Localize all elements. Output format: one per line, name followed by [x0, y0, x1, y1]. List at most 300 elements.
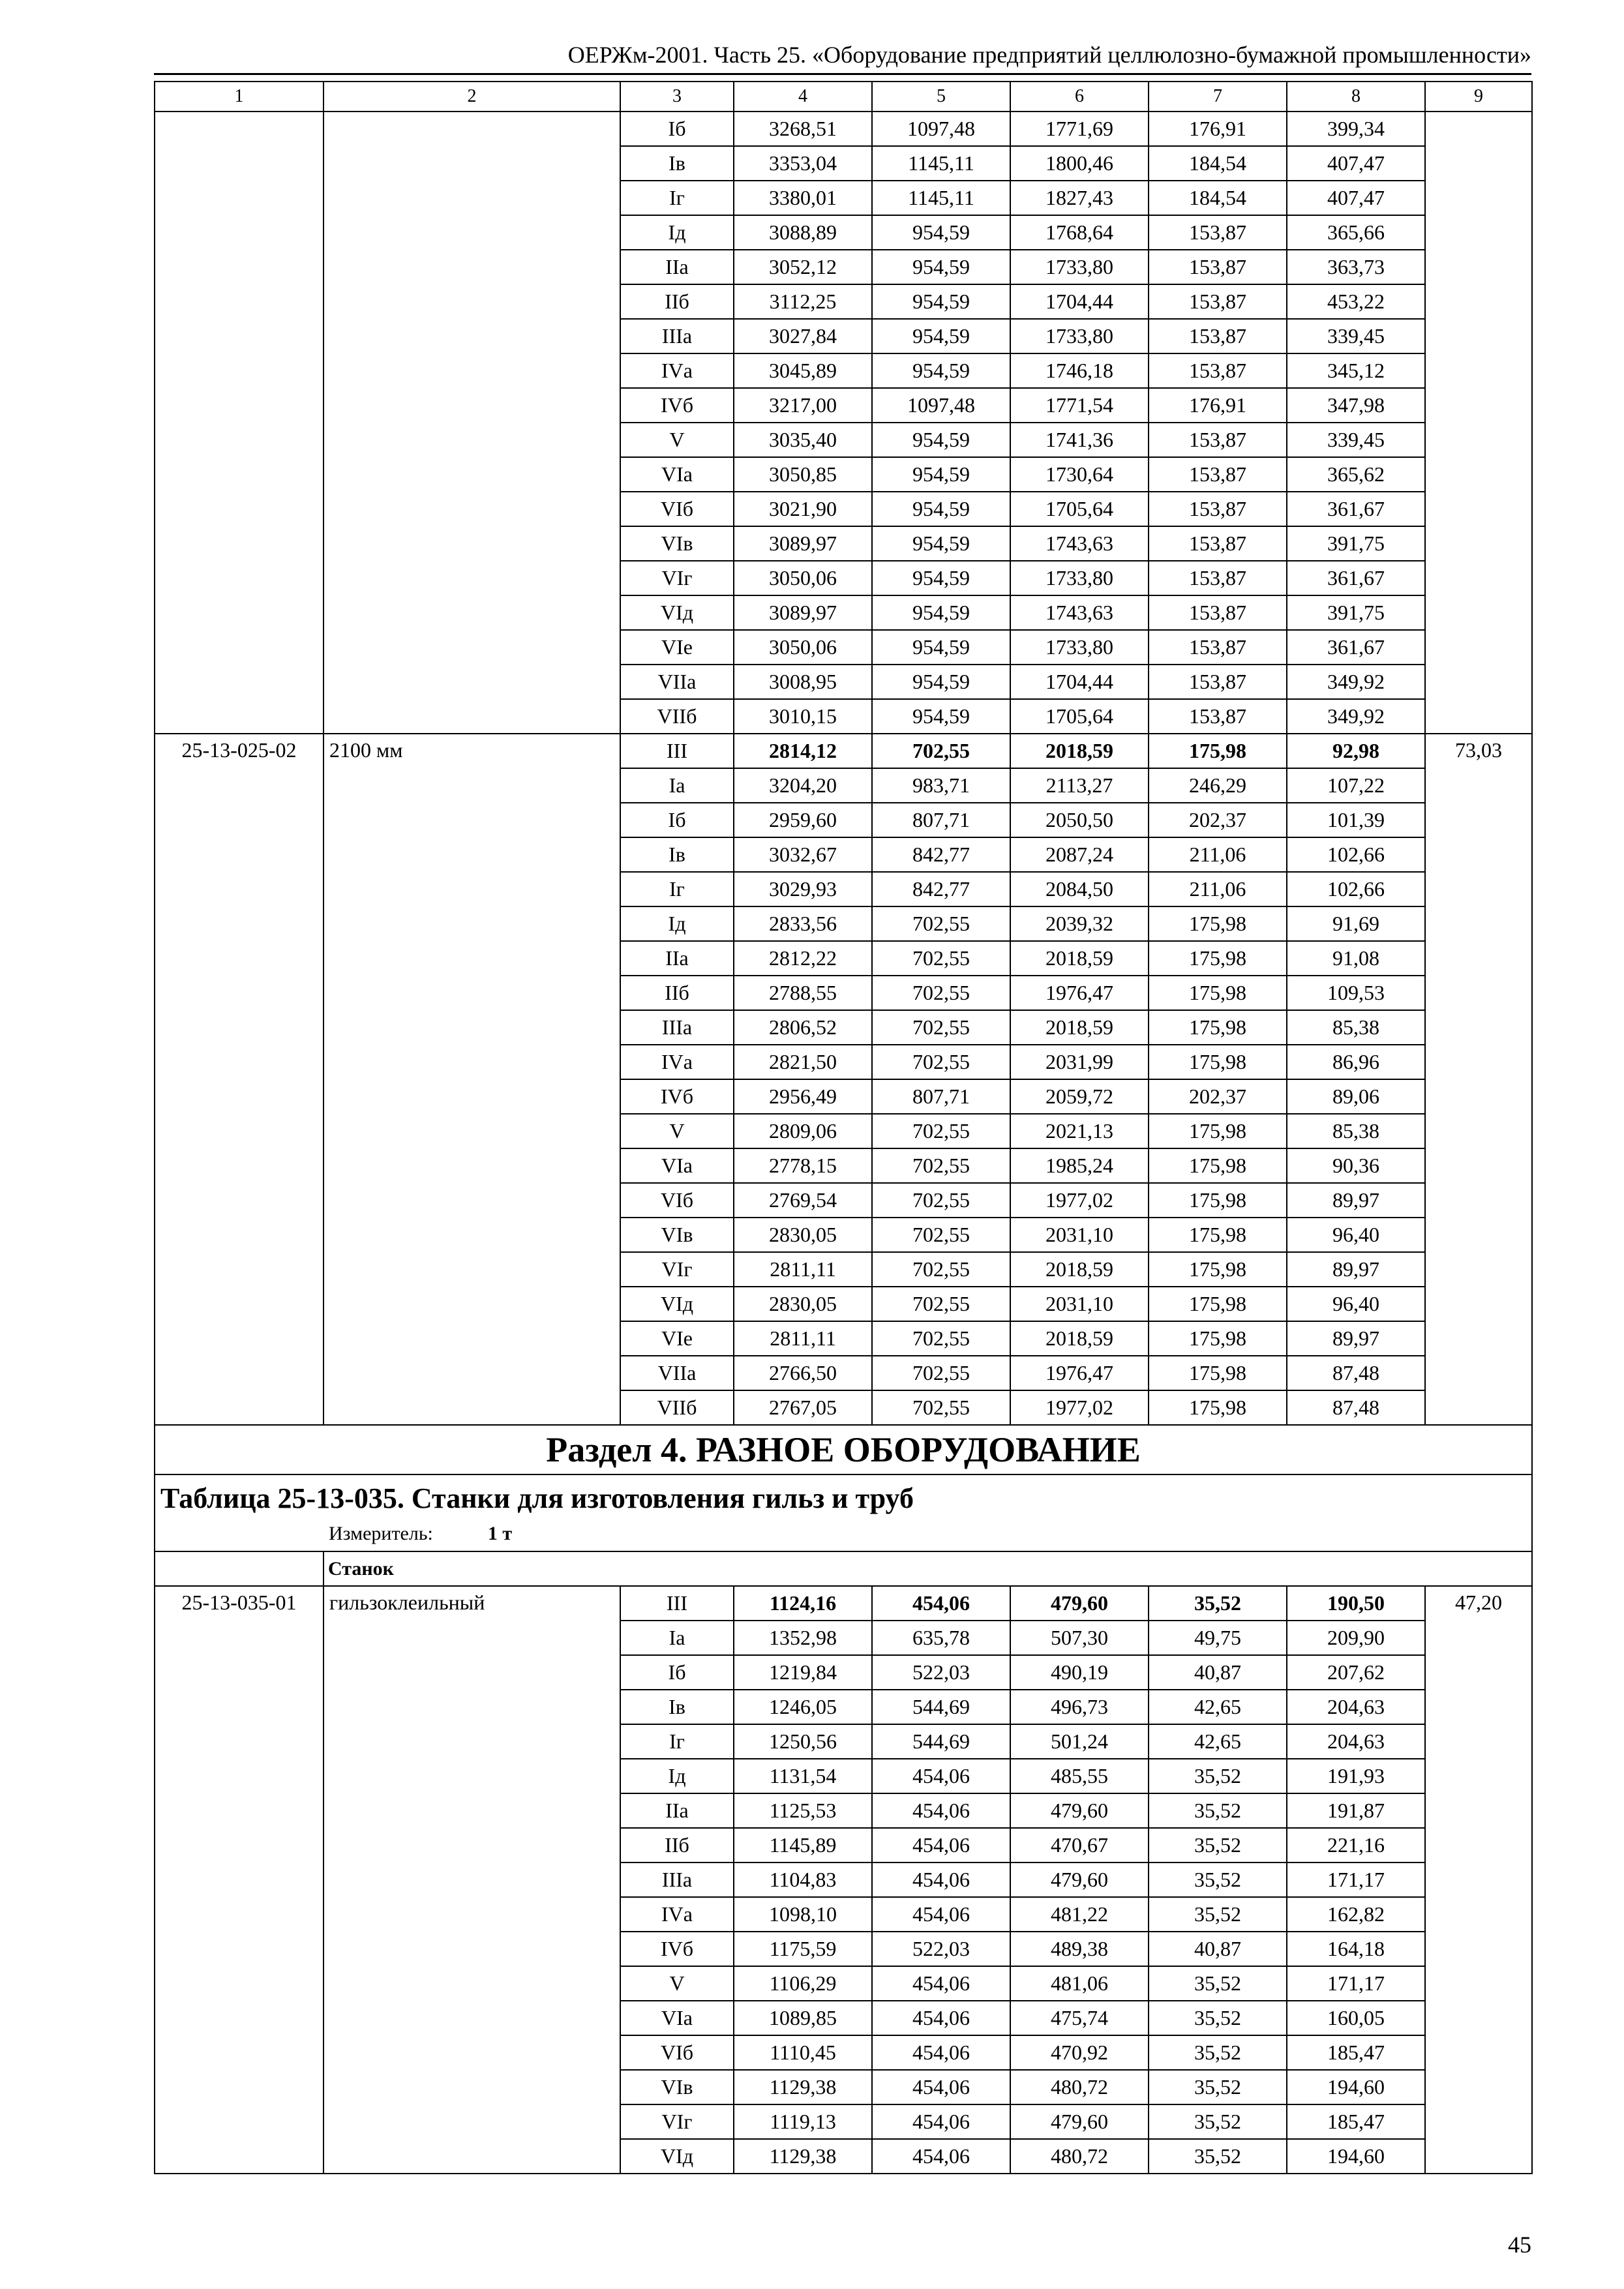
value-cell: 1730,64	[1010, 457, 1149, 492]
table-title: Таблица 25-13-035. Станки для изготовления гильз и труб	[160, 1482, 914, 1514]
section-title: Раздел 4. РАЗНОЕ ОБОРУДОВАНИЕ	[155, 1425, 1532, 1474]
table-title-row	[155, 1474, 1532, 1551]
region-cell: IIб	[620, 976, 734, 1010]
value-cell: 339,45	[1287, 423, 1425, 457]
value-cell: 175,98	[1149, 941, 1287, 976]
value-cell: 349,92	[1287, 699, 1425, 734]
value-cell: 202,37	[1149, 803, 1287, 837]
value-cell: 2018,59	[1010, 1321, 1149, 1356]
value-cell: 479,60	[1010, 1793, 1149, 1828]
value-cell: 2031,10	[1010, 1287, 1149, 1321]
region-cell: V	[620, 423, 734, 457]
region-cell: III	[620, 1586, 734, 1621]
value-cell: 1977,02	[1010, 1390, 1149, 1425]
region-cell: VIб	[620, 492, 734, 526]
region-cell: VIIб	[620, 699, 734, 734]
value-cell: 2113,27	[1010, 768, 1149, 803]
value-cell: 1129,38	[734, 2070, 872, 2104]
header-rule	[154, 73, 1531, 75]
value-cell: 153,87	[1149, 492, 1287, 526]
value-cell: 85,38	[1287, 1010, 1425, 1045]
value-cell: 363,73	[1287, 250, 1425, 284]
region-cell: IVа	[620, 1045, 734, 1079]
region-cell: VIд	[620, 1287, 734, 1321]
value-cell: 35,52	[1149, 1828, 1287, 1863]
value-cell: 49,75	[1149, 1621, 1287, 1655]
value-cell: 102,66	[1287, 837, 1425, 872]
value-cell: 522,03	[872, 1655, 1010, 1690]
value-cell: 479,60	[1010, 2104, 1149, 2139]
value-cell: 454,06	[872, 1828, 1010, 1863]
value-cell: 3089,97	[734, 526, 872, 561]
value-cell: 361,67	[1287, 561, 1425, 595]
cost-cell	[1425, 112, 1532, 734]
table-row	[155, 1586, 1532, 1621]
value-cell: 35,52	[1149, 2139, 1287, 2174]
value-cell: 1098,10	[734, 1897, 872, 1932]
value-cell: 3050,06	[734, 561, 872, 595]
value-cell: 702,55	[872, 1218, 1010, 1252]
value-cell: 90,36	[1287, 1148, 1425, 1183]
value-cell: 207,62	[1287, 1655, 1425, 1690]
value-cell: 2956,49	[734, 1079, 872, 1114]
region-cell: IVб	[620, 1079, 734, 1114]
value-cell: 365,62	[1287, 457, 1425, 492]
value-cell: 481,06	[1010, 1966, 1149, 2001]
region-cell: VIг	[620, 561, 734, 595]
value-cell: 1705,64	[1010, 699, 1149, 734]
value-cell: 954,59	[872, 250, 1010, 284]
value-cell: 454,06	[872, 1793, 1010, 1828]
value-cell: 1733,80	[1010, 630, 1149, 665]
value-cell: 1985,24	[1010, 1148, 1149, 1183]
value-cell: 339,45	[1287, 319, 1425, 353]
value-cell: 35,52	[1149, 2035, 1287, 2070]
value-cell: 92,98	[1287, 734, 1425, 768]
value-cell: 1771,54	[1010, 388, 1149, 423]
value-cell: 2087,24	[1010, 837, 1149, 872]
value-cell: 3112,25	[734, 284, 872, 319]
value-cell: 35,52	[1149, 2070, 1287, 2104]
value-cell: 1743,63	[1010, 595, 1149, 630]
value-cell: 3045,89	[734, 353, 872, 388]
value-cell: 2766,50	[734, 1356, 872, 1390]
value-cell: 481,22	[1010, 1897, 1149, 1932]
value-cell: 2031,99	[1010, 1045, 1149, 1079]
value-cell: 1104,83	[734, 1863, 872, 1897]
region-cell: VIIа	[620, 1356, 734, 1390]
value-cell: 175,98	[1149, 1287, 1287, 1321]
value-cell: 522,03	[872, 1932, 1010, 1966]
blank-cell	[155, 1551, 323, 1586]
value-cell: 702,55	[872, 1252, 1010, 1287]
value-cell: 2018,59	[1010, 734, 1149, 768]
value-cell: 184,54	[1149, 181, 1287, 215]
value-cell: 35,52	[1149, 1863, 1287, 1897]
value-cell: 454,06	[872, 1586, 1010, 1621]
value-cell: 702,55	[872, 941, 1010, 976]
value-cell: 175,98	[1149, 1252, 1287, 1287]
value-cell: 1705,64	[1010, 492, 1149, 526]
value-cell: 2811,11	[734, 1252, 872, 1287]
region-cell: VIв	[620, 526, 734, 561]
value-cell: 175,98	[1149, 1356, 1287, 1390]
value-cell: 3089,97	[734, 595, 872, 630]
name-cell: гильзоклеильный	[323, 1586, 620, 2174]
value-cell: 702,55	[872, 1183, 1010, 1218]
value-cell: 194,60	[1287, 2139, 1425, 2174]
value-cell: 490,19	[1010, 1655, 1149, 1690]
value-cell: 176,91	[1149, 112, 1287, 146]
value-cell: 176,91	[1149, 388, 1287, 423]
value-cell: 3088,89	[734, 215, 872, 250]
page-number: 45	[1508, 2232, 1531, 2258]
value-cell: 1704,44	[1010, 284, 1149, 319]
region-cell: Iд	[620, 906, 734, 941]
value-cell: 89,97	[1287, 1321, 1425, 1356]
value-cell: 190,50	[1287, 1586, 1425, 1621]
value-cell: 470,92	[1010, 2035, 1149, 2070]
value-cell: 42,65	[1149, 1690, 1287, 1724]
value-cell: 407,47	[1287, 181, 1425, 215]
code-cell: 25-13-035-01	[155, 1586, 323, 2174]
machine-row	[155, 1551, 1532, 1586]
value-cell: 211,06	[1149, 837, 1287, 872]
value-cell: 702,55	[872, 906, 1010, 941]
region-cell: IVа	[620, 1897, 734, 1932]
value-cell: 361,67	[1287, 492, 1425, 526]
value-cell: 983,71	[872, 768, 1010, 803]
value-cell: 475,74	[1010, 2001, 1149, 2035]
column-number: 6	[1010, 82, 1149, 112]
value-cell: 954,59	[872, 319, 1010, 353]
value-cell: 347,98	[1287, 388, 1425, 423]
region-cell: IVб	[620, 1932, 734, 1966]
value-cell: 807,71	[872, 803, 1010, 837]
value-cell: 194,60	[1287, 2070, 1425, 2104]
table-row	[155, 112, 1532, 146]
value-cell: 87,48	[1287, 1356, 1425, 1390]
region-cell: III	[620, 734, 734, 768]
value-cell: 2084,50	[1010, 872, 1149, 906]
value-cell: 479,60	[1010, 1586, 1149, 1621]
region-cell: VIг	[620, 2104, 734, 2139]
value-cell: 246,29	[1149, 768, 1287, 803]
value-cell: 2050,50	[1010, 803, 1149, 837]
value-cell: 184,54	[1149, 146, 1287, 181]
value-cell: 954,59	[872, 561, 1010, 595]
value-cell: 1129,38	[734, 2139, 872, 2174]
value-cell: 35,52	[1149, 2001, 1287, 2035]
value-cell: 2830,05	[734, 1218, 872, 1252]
region-cell: VIIб	[620, 1390, 734, 1425]
value-cell: 3050,06	[734, 630, 872, 665]
value-cell: 35,52	[1149, 1586, 1287, 1621]
value-cell: 507,30	[1010, 1621, 1149, 1655]
value-cell: 2059,72	[1010, 1079, 1149, 1114]
value-cell: 842,77	[872, 837, 1010, 872]
value-cell: 454,06	[872, 1897, 1010, 1932]
value-cell: 191,93	[1287, 1759, 1425, 1793]
region-cell: VIв	[620, 2070, 734, 2104]
region-cell: VIб	[620, 2035, 734, 2070]
value-cell: 1097,48	[872, 388, 1010, 423]
value-cell: 171,17	[1287, 1863, 1425, 1897]
region-cell: VIв	[620, 1218, 734, 1252]
value-cell: 109,53	[1287, 976, 1425, 1010]
value-cell: 954,59	[872, 353, 1010, 388]
value-cell: 1145,11	[872, 146, 1010, 181]
value-cell: 470,67	[1010, 1828, 1149, 1863]
value-cell: 91,69	[1287, 906, 1425, 941]
region-cell: VIг	[620, 1252, 734, 1287]
value-cell: 153,87	[1149, 665, 1287, 699]
value-cell: 702,55	[872, 1148, 1010, 1183]
value-cell: 635,78	[872, 1621, 1010, 1655]
value-cell: 3217,00	[734, 388, 872, 423]
region-cell: Iг	[620, 872, 734, 906]
value-cell: 2018,59	[1010, 1010, 1149, 1045]
value-cell: 1976,47	[1010, 1356, 1149, 1390]
value-cell: 391,75	[1287, 526, 1425, 561]
region-cell: Iг	[620, 181, 734, 215]
value-cell: 164,18	[1287, 1932, 1425, 1966]
value-cell: 175,98	[1149, 1114, 1287, 1148]
measure-line	[160, 1519, 1526, 1548]
value-cell: 544,69	[872, 1690, 1010, 1724]
value-cell: 3204,20	[734, 768, 872, 803]
value-cell: 2018,59	[1010, 1252, 1149, 1287]
value-cell: 1704,44	[1010, 665, 1149, 699]
value-cell: 954,59	[872, 595, 1010, 630]
value-cell: 2830,05	[734, 1287, 872, 1321]
value-cell: 86,96	[1287, 1045, 1425, 1079]
value-cell: 1124,16	[734, 1586, 872, 1621]
value-cell: 1352,98	[734, 1621, 872, 1655]
value-cell: 3353,04	[734, 146, 872, 181]
value-cell: 3052,12	[734, 250, 872, 284]
value-cell: 153,87	[1149, 630, 1287, 665]
column-number: 4	[734, 82, 872, 112]
value-cell: 349,92	[1287, 665, 1425, 699]
measure-label: Измеритель:	[329, 1523, 433, 1544]
value-cell: 87,48	[1287, 1390, 1425, 1425]
region-cell: IIа	[620, 941, 734, 976]
value-cell: 2021,13	[1010, 1114, 1149, 1148]
value-cell: 2778,15	[734, 1148, 872, 1183]
value-cell: 175,98	[1149, 1390, 1287, 1425]
value-cell: 1741,36	[1010, 423, 1149, 457]
value-cell: 1250,56	[734, 1724, 872, 1759]
value-cell: 204,63	[1287, 1724, 1425, 1759]
value-cell: 2018,59	[1010, 941, 1149, 976]
value-cell: 153,87	[1149, 319, 1287, 353]
value-cell: 3021,90	[734, 492, 872, 526]
value-cell: 35,52	[1149, 2104, 1287, 2139]
value-cell: 1119,13	[734, 2104, 872, 2139]
value-cell: 2031,10	[1010, 1218, 1149, 1252]
value-cell: 96,40	[1287, 1218, 1425, 1252]
region-cell: V	[620, 1114, 734, 1148]
value-cell: 202,37	[1149, 1079, 1287, 1114]
value-cell: 454,06	[872, 2001, 1010, 2035]
value-cell: 85,38	[1287, 1114, 1425, 1148]
region-cell: IVа	[620, 353, 734, 388]
cost-cell: 73,03	[1425, 734, 1532, 1425]
value-cell: 1145,89	[734, 1828, 872, 1863]
column-number: 8	[1287, 82, 1425, 112]
value-cell: 153,87	[1149, 250, 1287, 284]
value-cell: 702,55	[872, 1045, 1010, 1079]
value-cell: 702,55	[872, 976, 1010, 1010]
region-cell: IIIа	[620, 1863, 734, 1897]
value-cell: 954,59	[872, 526, 1010, 561]
value-cell: 365,66	[1287, 215, 1425, 250]
value-cell: 175,98	[1149, 1183, 1287, 1218]
value-cell: 1827,43	[1010, 181, 1149, 215]
value-cell: 489,38	[1010, 1932, 1149, 1966]
value-cell: 40,87	[1149, 1932, 1287, 1966]
value-cell: 454,06	[872, 2104, 1010, 2139]
value-cell: 1219,84	[734, 1655, 872, 1690]
value-cell: 1771,69	[1010, 112, 1149, 146]
value-cell: 2769,54	[734, 1183, 872, 1218]
region-cell: Iд	[620, 1759, 734, 1793]
value-cell: 702,55	[872, 1114, 1010, 1148]
value-cell: 175,98	[1149, 906, 1287, 941]
region-cell: VIа	[620, 457, 734, 492]
region-cell: Iб	[620, 1655, 734, 1690]
value-cell: 1125,53	[734, 1793, 872, 1828]
value-cell: 35,52	[1149, 1759, 1287, 1793]
value-cell: 171,17	[1287, 1966, 1425, 2001]
value-cell: 89,06	[1287, 1079, 1425, 1114]
value-cell: 175,98	[1149, 1218, 1287, 1252]
value-cell: 1746,18	[1010, 353, 1149, 388]
value-cell: 160,05	[1287, 2001, 1425, 2035]
value-cell: 954,59	[872, 492, 1010, 526]
value-cell: 1106,29	[734, 1966, 872, 2001]
value-cell: 153,87	[1149, 526, 1287, 561]
value-cell: 2767,05	[734, 1390, 872, 1425]
region-cell: Iг	[620, 1724, 734, 1759]
value-cell: 40,87	[1149, 1655, 1287, 1690]
value-cell: 3035,40	[734, 423, 872, 457]
value-cell: 1110,45	[734, 2035, 872, 2070]
value-cell: 1976,47	[1010, 976, 1149, 1010]
column-number: 5	[872, 82, 1010, 112]
value-cell: 453,22	[1287, 284, 1425, 319]
value-cell: 454,06	[872, 1966, 1010, 2001]
value-cell: 954,59	[872, 630, 1010, 665]
value-cell: 3380,01	[734, 181, 872, 215]
value-cell: 1743,63	[1010, 526, 1149, 561]
value-cell: 1733,80	[1010, 250, 1149, 284]
value-cell: 496,73	[1010, 1690, 1149, 1724]
value-cell: 191,87	[1287, 1793, 1425, 1828]
value-cell: 2811,11	[734, 1321, 872, 1356]
region-cell: IIIа	[620, 1010, 734, 1045]
value-cell: 1246,05	[734, 1690, 872, 1724]
column-number: 7	[1149, 82, 1287, 112]
code-cell: 25-13-025-02	[155, 734, 323, 1425]
value-cell: 479,60	[1010, 1863, 1149, 1897]
column-number: 1	[155, 82, 323, 112]
value-cell: 1733,80	[1010, 319, 1149, 353]
value-cell: 153,87	[1149, 457, 1287, 492]
value-cell: 107,22	[1287, 768, 1425, 803]
value-cell: 2809,06	[734, 1114, 872, 1148]
value-cell: 361,67	[1287, 630, 1425, 665]
value-cell: 1977,02	[1010, 1183, 1149, 1218]
value-cell: 702,55	[872, 1321, 1010, 1356]
region-cell: IIа	[620, 250, 734, 284]
table-title-cell	[155, 1474, 1532, 1551]
region-cell: IIб	[620, 1828, 734, 1863]
name-cell: 2100 мм	[323, 734, 620, 1425]
value-cell: 3050,85	[734, 457, 872, 492]
value-cell: 162,82	[1287, 1897, 1425, 1932]
value-cell: 454,06	[872, 2035, 1010, 2070]
value-cell: 454,06	[872, 1863, 1010, 1897]
table-row	[155, 734, 1532, 768]
value-cell: 175,98	[1149, 734, 1287, 768]
value-cell: 89,97	[1287, 1183, 1425, 1218]
value-cell: 153,87	[1149, 423, 1287, 457]
value-cell: 2959,60	[734, 803, 872, 837]
region-cell: V	[620, 1966, 734, 2001]
value-cell: 485,55	[1010, 1759, 1149, 1793]
value-cell: 2806,52	[734, 1010, 872, 1045]
value-cell: 544,69	[872, 1724, 1010, 1759]
column-number-row	[155, 82, 1532, 112]
value-cell: 1800,46	[1010, 146, 1149, 181]
value-cell: 175,98	[1149, 976, 1287, 1010]
region-cell: VIа	[620, 1148, 734, 1183]
value-cell: 702,55	[872, 1287, 1010, 1321]
value-cell: 407,47	[1287, 146, 1425, 181]
value-cell: 501,24	[1010, 1724, 1149, 1759]
column-number: 3	[620, 82, 734, 112]
value-cell: 454,06	[872, 2139, 1010, 2174]
value-cell: 175,98	[1149, 1148, 1287, 1183]
cost-cell: 47,20	[1425, 1586, 1532, 2174]
value-cell: 454,06	[872, 2070, 1010, 2104]
value-cell: 2788,55	[734, 976, 872, 1010]
value-cell: 185,47	[1287, 2035, 1425, 2070]
value-cell: 702,55	[872, 734, 1010, 768]
value-cell: 175,98	[1149, 1321, 1287, 1356]
price-table	[154, 81, 1533, 2174]
region-cell: Iб	[620, 112, 734, 146]
region-cell: Iв	[620, 837, 734, 872]
value-cell: 480,72	[1010, 2070, 1149, 2104]
value-cell: 42,65	[1149, 1724, 1287, 1759]
value-cell: 3029,93	[734, 872, 872, 906]
region-cell: VIд	[620, 2139, 734, 2174]
value-cell: 702,55	[872, 1010, 1010, 1045]
value-cell: 3010,15	[734, 699, 872, 734]
code-cell	[155, 112, 323, 734]
value-cell: 954,59	[872, 699, 1010, 734]
value-cell: 2814,12	[734, 734, 872, 768]
value-cell: 209,90	[1287, 1621, 1425, 1655]
value-cell: 185,47	[1287, 2104, 1425, 2139]
column-number: 2	[323, 82, 620, 112]
value-cell: 1145,11	[872, 181, 1010, 215]
value-cell: 221,16	[1287, 1828, 1425, 1863]
value-cell: 3008,95	[734, 665, 872, 699]
